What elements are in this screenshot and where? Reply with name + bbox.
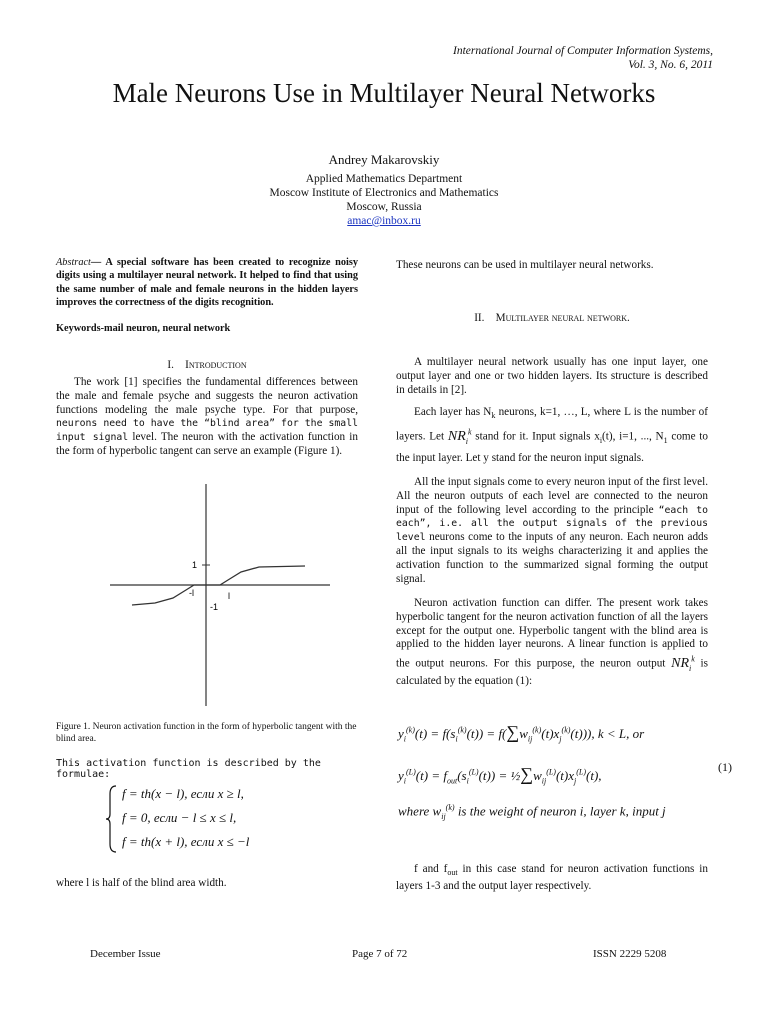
footer-issue: December Issue [90,948,161,960]
tick-label-x-pos: l [228,591,230,601]
department: Applied Mathematics Department [305,173,463,185]
equation-1-line-2: $y_i^{(L)}(t) = f_{out}(s_i^{(L)}(t))$ = $\frac{1}{2}\sum w_{ij}^{(L)}(t)x_j^{(L)}(t)$, [398,764,602,786]
section2-para1: A multilayer neural network usually has one input layer, one output layer and one or two hidden layers. Its structure is described in details in [2]. [396,356,708,396]
journal-name: International Journal of Computer Information Systems, [452,45,713,57]
nr-symbol-2: $NR_i^k$ [671,654,695,673]
formula-line-1: f = th(x − l), если x ≥ l, [122,786,244,801]
figure-1-caption: Figure 1. Neuron activation function in the form of hyperbolic tangent with the blind area. [56,722,357,744]
abstract-text: — A special software has been created to recognize noisy digits using a multilayer neural network. It helped to find that using the same number of male and female neurons in the hidden layers improves the correctness of the digits recognition. [56,257,358,309]
intro-paragraph: The work [1] specifies the fundamental differences between the male and female psyche and suggests the neuron activation functions modeling the male psyche type. For that purpose, neurons need to have the “blind area” for the small input signal level. The neuron with the activation function in the form of hyperbolic tangent can serve an example (Figure 1). [56,376,359,457]
institute: Moscow Institute of Electronics and Mathematics [269,187,499,199]
author-affiliation [0,172,768,228]
section2-para2: Each layer has $N_k$ neurons, k=1, …, L, where L is the number of layers. Let $NR_i^k$ stand for it. Input signals $x_i(t)$, i=1, ..., $N_1$ come to the input layer. Let y stand for the neuron input signals. [396,406,709,464]
nr-symbol: $NR_i^k$ [447,427,472,446]
section-heading-introduction: I. Introduction [167,359,247,371]
formula-line-2: f = 0, если − l ≤ x ≤ l, [122,810,237,825]
tick-label-y-neg: -1 [210,602,219,612]
paper-title: Male Neurons Use in Multilayer Neural Networks [112,78,656,108]
abstract-label: Abstract [56,257,91,268]
journal-volume: Vol. 3, No. 6, 2011 [628,59,713,71]
journal-header [293,44,713,72]
figure-1-plot [110,478,330,708]
abstract [56,256,358,310]
footer-page: Page 7 of 72 [352,948,408,960]
formula-line-3: f = th(x + l), если x ≤ −l [122,834,250,849]
equation-1 [398,708,738,828]
section2-para4: Neuron activation function can differ. The present work takes hyperbolic tangent for the neuron activation function of all the layers except for the output one. Hyperbolic tangent with the blind area is applied to the hidden layer neurons. A linear function is applied to the output neurons. For this purpose, the neuron output $NR_i^k$ is calculated by the equation (1): [396,597,709,688]
equation-number: (1) [718,760,732,774]
section2-para5: f and $f_{out}$ in this case stand for neuron activation functions in layers 1-3 and the output layer respectively. [396,863,708,893]
equation-1-line-1: $y_i^{(k)}(t) = f(s_i^{(k)}(t)) = f(\sum w_{ij}^{(k)}(t)x_j^{(k)}(t))$), k < L, or [398,722,645,744]
equation-where: where $w_{ij}^{(k)}$ is the weight of neuron i, layer k, input j [398,803,666,821]
formulae-intro: This activation function is described by the formulae: [56,758,321,780]
location: Moscow, Russia [346,201,422,213]
tick-label-y-pos: 1 [192,560,198,570]
brace [106,784,118,854]
author-name: Andrey Makarovskiy [328,152,440,167]
author-email-link[interactable]: amac@inbox.ru [347,215,421,227]
section-heading-multilayer: II. Multilayer neural network. [474,312,630,324]
keywords: Keywords-mail neuron, neural network [56,323,231,334]
piecewise-formula [106,784,336,854]
section2-para3: All the input signals come to every neuron input of the first level. All the neuron outputs of each level are connected to the neuron input of the following level according to the principle “each to each”, i.e. all the output signals of the previous level neurons come to the inputs of any neuron. Each neuron adds all the input signals to its weighs characterizing it and applies the activation function to the summarized signal forming the output signal. [396,476,709,585]
neurons-usage-text: These neurons can be used in multilayer neural networks. [396,259,654,271]
where-l-text: where l is half of the blind area width. [56,877,227,889]
footer-issn: ISSN 2229 5208 [593,948,667,960]
tick-label-x-neg: -l [189,588,194,598]
